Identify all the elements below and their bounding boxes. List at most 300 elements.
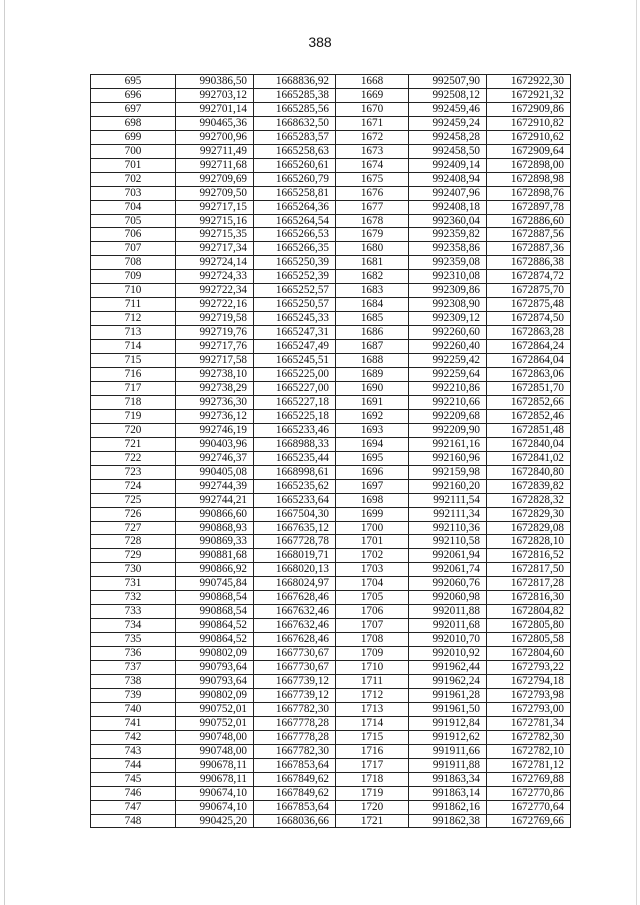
point-number-left: 706 bbox=[91, 228, 176, 242]
x-coordinate-right: 992360,04 bbox=[409, 214, 487, 228]
x-coordinate-right: 992359,08 bbox=[409, 256, 487, 270]
point-number-left: 705 bbox=[91, 214, 176, 228]
table-row bbox=[91, 633, 571, 647]
y-coordinate-right: 1672840,04 bbox=[487, 437, 571, 451]
point-number-left: 733 bbox=[91, 605, 176, 619]
y-coordinate-left: 1665266,53 bbox=[254, 228, 336, 242]
point-number-left: 746 bbox=[91, 786, 176, 800]
x-coordinate-left: 990866,60 bbox=[176, 507, 254, 521]
y-coordinate-left: 1665260,79 bbox=[254, 172, 336, 186]
y-coordinate-right: 1672841,02 bbox=[487, 451, 571, 465]
y-coordinate-left: 1667728,78 bbox=[254, 535, 336, 549]
y-coordinate-left: 1665283,57 bbox=[254, 130, 336, 144]
x-coordinate-left: 990403,96 bbox=[176, 437, 254, 451]
table-row bbox=[91, 647, 571, 661]
x-coordinate-right: 991912,84 bbox=[409, 716, 487, 730]
y-coordinate-left: 1668024,97 bbox=[254, 577, 336, 591]
y-coordinate-left: 1667730,67 bbox=[254, 647, 336, 661]
point-number-left: 698 bbox=[91, 116, 176, 130]
y-coordinate-left: 1665233,46 bbox=[254, 423, 336, 437]
y-coordinate-right: 1672781,12 bbox=[487, 758, 571, 772]
y-coordinate-right: 1672852,66 bbox=[487, 395, 571, 409]
x-coordinate-left: 990793,64 bbox=[176, 674, 254, 688]
table-row bbox=[91, 75, 571, 89]
x-coordinate-left: 992722,34 bbox=[176, 284, 254, 298]
x-coordinate-right: 992408,94 bbox=[409, 172, 487, 186]
y-coordinate-left: 1667632,46 bbox=[254, 605, 336, 619]
y-coordinate-left: 1665250,39 bbox=[254, 256, 336, 270]
point-number-left: 703 bbox=[91, 186, 176, 200]
point-number-right: 1670 bbox=[336, 102, 409, 116]
y-coordinate-right: 1672909,64 bbox=[487, 144, 571, 158]
x-coordinate-right: 992359,82 bbox=[409, 228, 487, 242]
x-coordinate-left: 992700,96 bbox=[176, 130, 254, 144]
x-coordinate-left: 992724,14 bbox=[176, 256, 254, 270]
y-coordinate-right: 1672887,56 bbox=[487, 228, 571, 242]
y-coordinate-right: 1672794,18 bbox=[487, 674, 571, 688]
point-number-left: 728 bbox=[91, 535, 176, 549]
table-row bbox=[91, 493, 571, 507]
point-number-left: 723 bbox=[91, 465, 176, 479]
point-number-left: 742 bbox=[91, 730, 176, 744]
table-row bbox=[91, 158, 571, 172]
point-number-right: 1686 bbox=[336, 326, 409, 340]
y-coordinate-right: 1672852,46 bbox=[487, 409, 571, 423]
point-number-left: 736 bbox=[91, 647, 176, 661]
point-number-left: 726 bbox=[91, 507, 176, 521]
point-number-right: 1699 bbox=[336, 507, 409, 521]
table-row bbox=[91, 88, 571, 102]
point-number-right: 1712 bbox=[336, 688, 409, 702]
y-coordinate-right: 1672805,58 bbox=[487, 633, 571, 647]
y-coordinate-left: 1668836,92 bbox=[254, 75, 336, 89]
point-number-right: 1668 bbox=[336, 75, 409, 89]
x-coordinate-right: 992060,76 bbox=[409, 577, 487, 591]
x-coordinate-right: 992407,96 bbox=[409, 186, 487, 200]
x-coordinate-left: 990405,08 bbox=[176, 465, 254, 479]
point-number-right: 1698 bbox=[336, 493, 409, 507]
table-row bbox=[91, 605, 571, 619]
y-coordinate-left: 1665285,56 bbox=[254, 102, 336, 116]
y-coordinate-left: 1665245,33 bbox=[254, 312, 336, 326]
point-number-left: 709 bbox=[91, 270, 176, 284]
point-number-right: 1680 bbox=[336, 242, 409, 256]
point-number-left: 744 bbox=[91, 758, 176, 772]
point-number-left: 702 bbox=[91, 172, 176, 186]
x-coordinate-left: 990864,52 bbox=[176, 633, 254, 647]
point-number-right: 1688 bbox=[336, 354, 409, 368]
x-coordinate-right: 992409,14 bbox=[409, 158, 487, 172]
x-coordinate-left: 992703,12 bbox=[176, 88, 254, 102]
y-coordinate-right: 1672829,30 bbox=[487, 507, 571, 521]
point-number-left: 734 bbox=[91, 619, 176, 633]
x-coordinate-right: 992458,28 bbox=[409, 130, 487, 144]
table-row bbox=[91, 716, 571, 730]
table-row bbox=[91, 577, 571, 591]
x-coordinate-left: 990674,10 bbox=[176, 800, 254, 814]
y-coordinate-left: 1668988,33 bbox=[254, 437, 336, 451]
x-coordinate-left: 992738,29 bbox=[176, 381, 254, 395]
y-coordinate-left: 1665264,36 bbox=[254, 200, 336, 214]
y-coordinate-right: 1672874,72 bbox=[487, 270, 571, 284]
table-row bbox=[91, 479, 571, 493]
point-number-right: 1710 bbox=[336, 661, 409, 675]
scan-edge-right bbox=[636, 0, 637, 905]
y-coordinate-left: 1665235,62 bbox=[254, 479, 336, 493]
y-coordinate-left: 1665245,51 bbox=[254, 354, 336, 368]
point-number-right: 1685 bbox=[336, 312, 409, 326]
x-coordinate-left: 992722,16 bbox=[176, 298, 254, 312]
x-coordinate-left: 992719,58 bbox=[176, 312, 254, 326]
y-coordinate-right: 1672840,80 bbox=[487, 465, 571, 479]
table-row bbox=[91, 591, 571, 605]
y-coordinate-left: 1667632,46 bbox=[254, 619, 336, 633]
y-coordinate-left: 1668019,71 bbox=[254, 549, 336, 563]
x-coordinate-left: 992715,16 bbox=[176, 214, 254, 228]
x-coordinate-right: 991863,34 bbox=[409, 772, 487, 786]
table-row bbox=[91, 256, 571, 270]
table-row bbox=[91, 312, 571, 326]
point-number-right: 1690 bbox=[336, 381, 409, 395]
x-coordinate-right: 992110,58 bbox=[409, 535, 487, 549]
x-coordinate-left: 990678,11 bbox=[176, 758, 254, 772]
point-number-left: 735 bbox=[91, 633, 176, 647]
y-coordinate-left: 1668020,13 bbox=[254, 563, 336, 577]
y-coordinate-left: 1665227,00 bbox=[254, 381, 336, 395]
x-coordinate-right: 991961,28 bbox=[409, 688, 487, 702]
x-coordinate-right: 992459,24 bbox=[409, 116, 487, 130]
y-coordinate-right: 1672781,34 bbox=[487, 716, 571, 730]
y-coordinate-right: 1672851,70 bbox=[487, 381, 571, 395]
y-coordinate-left: 1667849,62 bbox=[254, 786, 336, 800]
point-number-left: 743 bbox=[91, 744, 176, 758]
y-coordinate-left: 1665252,39 bbox=[254, 270, 336, 284]
y-coordinate-right: 1672782,30 bbox=[487, 730, 571, 744]
x-coordinate-right: 992010,92 bbox=[409, 647, 487, 661]
x-coordinate-left: 990748,00 bbox=[176, 744, 254, 758]
y-coordinate-left: 1667504,30 bbox=[254, 507, 336, 521]
table-row bbox=[91, 228, 571, 242]
table-row bbox=[91, 354, 571, 368]
point-number-right: 1682 bbox=[336, 270, 409, 284]
y-coordinate-right: 1672910,62 bbox=[487, 130, 571, 144]
x-coordinate-left: 990881,68 bbox=[176, 549, 254, 563]
y-coordinate-right: 1672863,06 bbox=[487, 368, 571, 382]
x-coordinate-left: 990868,54 bbox=[176, 605, 254, 619]
x-coordinate-left: 992709,50 bbox=[176, 186, 254, 200]
x-coordinate-left: 992709,69 bbox=[176, 172, 254, 186]
point-number-right: 1705 bbox=[336, 591, 409, 605]
y-coordinate-right: 1672804,82 bbox=[487, 605, 571, 619]
x-coordinate-right: 991961,50 bbox=[409, 702, 487, 716]
point-number-right: 1689 bbox=[336, 368, 409, 382]
y-coordinate-left: 1667849,62 bbox=[254, 772, 336, 786]
point-number-right: 1702 bbox=[336, 549, 409, 563]
point-number-right: 1703 bbox=[336, 563, 409, 577]
y-coordinate-left: 1665258,81 bbox=[254, 186, 336, 200]
x-coordinate-right: 992210,86 bbox=[409, 381, 487, 395]
x-coordinate-right: 992160,20 bbox=[409, 479, 487, 493]
table-row bbox=[91, 130, 571, 144]
table-row bbox=[91, 395, 571, 409]
point-number-left: 737 bbox=[91, 661, 176, 675]
table-row bbox=[91, 270, 571, 284]
x-coordinate-right: 992060,98 bbox=[409, 591, 487, 605]
x-coordinate-left: 990745,84 bbox=[176, 577, 254, 591]
point-number-right: 1681 bbox=[336, 256, 409, 270]
x-coordinate-right: 991962,44 bbox=[409, 661, 487, 675]
y-coordinate-right: 1672793,00 bbox=[487, 702, 571, 716]
y-coordinate-right: 1672863,28 bbox=[487, 326, 571, 340]
point-number-left: 696 bbox=[91, 88, 176, 102]
point-number-right: 1700 bbox=[336, 521, 409, 535]
y-coordinate-right: 1672910,82 bbox=[487, 116, 571, 130]
table-row bbox=[91, 242, 571, 256]
coordinates-table-body bbox=[91, 75, 571, 828]
y-coordinate-right: 1672769,88 bbox=[487, 772, 571, 786]
point-number-left: 713 bbox=[91, 326, 176, 340]
table-row bbox=[91, 284, 571, 298]
y-coordinate-left: 1667635,12 bbox=[254, 521, 336, 535]
point-number-right: 1701 bbox=[336, 535, 409, 549]
point-number-right: 1697 bbox=[336, 479, 409, 493]
point-number-right: 1692 bbox=[336, 409, 409, 423]
y-coordinate-right: 1672875,70 bbox=[487, 284, 571, 298]
point-number-right: 1719 bbox=[336, 786, 409, 800]
x-coordinate-right: 992309,86 bbox=[409, 284, 487, 298]
x-coordinate-right: 992310,08 bbox=[409, 270, 487, 284]
table-row bbox=[91, 409, 571, 423]
x-coordinate-left: 990386,50 bbox=[176, 75, 254, 89]
y-coordinate-left: 1668632,50 bbox=[254, 116, 336, 130]
table-row bbox=[91, 744, 571, 758]
y-coordinate-left: 1665264,54 bbox=[254, 214, 336, 228]
x-coordinate-right: 992061,94 bbox=[409, 549, 487, 563]
y-coordinate-right: 1672816,30 bbox=[487, 591, 571, 605]
y-coordinate-right: 1672898,00 bbox=[487, 158, 571, 172]
y-coordinate-right: 1672909,86 bbox=[487, 102, 571, 116]
table-row bbox=[91, 786, 571, 800]
x-coordinate-left: 990425,20 bbox=[176, 814, 254, 828]
table-row bbox=[91, 102, 571, 116]
table-row bbox=[91, 214, 571, 228]
table-row bbox=[91, 116, 571, 130]
point-number-right: 1679 bbox=[336, 228, 409, 242]
x-coordinate-right: 992210,66 bbox=[409, 395, 487, 409]
point-number-left: 707 bbox=[91, 242, 176, 256]
x-coordinate-left: 990868,93 bbox=[176, 521, 254, 535]
point-number-left: 711 bbox=[91, 298, 176, 312]
point-number-left: 716 bbox=[91, 368, 176, 382]
point-number-left: 747 bbox=[91, 800, 176, 814]
x-coordinate-right: 992459,46 bbox=[409, 102, 487, 116]
x-coordinate-left: 990866,92 bbox=[176, 563, 254, 577]
y-coordinate-right: 1672864,24 bbox=[487, 340, 571, 354]
table-row bbox=[91, 326, 571, 340]
x-coordinate-left: 992711,49 bbox=[176, 144, 254, 158]
point-number-left: 724 bbox=[91, 479, 176, 493]
table-row bbox=[91, 186, 571, 200]
y-coordinate-right: 1672817,28 bbox=[487, 577, 571, 591]
point-number-right: 1676 bbox=[336, 186, 409, 200]
y-coordinate-left: 1667628,46 bbox=[254, 633, 336, 647]
point-number-right: 1674 bbox=[336, 158, 409, 172]
x-coordinate-left: 992717,15 bbox=[176, 200, 254, 214]
point-number-left: 729 bbox=[91, 549, 176, 563]
y-coordinate-right: 1672864,04 bbox=[487, 354, 571, 368]
table-row bbox=[91, 465, 571, 479]
x-coordinate-left: 990674,10 bbox=[176, 786, 254, 800]
y-coordinate-left: 1667778,28 bbox=[254, 730, 336, 744]
y-coordinate-right: 1672793,98 bbox=[487, 688, 571, 702]
y-coordinate-left: 1665260,61 bbox=[254, 158, 336, 172]
y-coordinate-right: 1672922,30 bbox=[487, 75, 571, 89]
x-coordinate-right: 992061,74 bbox=[409, 563, 487, 577]
y-coordinate-left: 1665285,38 bbox=[254, 88, 336, 102]
point-number-right: 1714 bbox=[336, 716, 409, 730]
table-row bbox=[91, 549, 571, 563]
x-coordinate-left: 990465,36 bbox=[176, 116, 254, 130]
x-coordinate-right: 992260,40 bbox=[409, 340, 487, 354]
x-coordinate-left: 992717,76 bbox=[176, 340, 254, 354]
point-number-left: 712 bbox=[91, 312, 176, 326]
point-number-left: 738 bbox=[91, 674, 176, 688]
x-coordinate-left: 992724,33 bbox=[176, 270, 254, 284]
table-row bbox=[91, 144, 571, 158]
x-coordinate-right: 992507,90 bbox=[409, 75, 487, 89]
y-coordinate-right: 1672839,82 bbox=[487, 479, 571, 493]
y-coordinate-left: 1665235,44 bbox=[254, 451, 336, 465]
table-row bbox=[91, 200, 571, 214]
x-coordinate-left: 990869,33 bbox=[176, 535, 254, 549]
x-coordinate-right: 991863,14 bbox=[409, 786, 487, 800]
x-coordinate-right: 992161,16 bbox=[409, 437, 487, 451]
x-coordinate-right: 991911,66 bbox=[409, 744, 487, 758]
y-coordinate-right: 1672805,80 bbox=[487, 619, 571, 633]
x-coordinate-right: 992111,54 bbox=[409, 493, 487, 507]
point-number-right: 1716 bbox=[336, 744, 409, 758]
x-coordinate-right: 992508,12 bbox=[409, 88, 487, 102]
x-coordinate-right: 992011,88 bbox=[409, 605, 487, 619]
point-number-right: 1696 bbox=[336, 465, 409, 479]
point-number-right: 1672 bbox=[336, 130, 409, 144]
point-number-left: 715 bbox=[91, 354, 176, 368]
y-coordinate-right: 1672816,52 bbox=[487, 549, 571, 563]
y-coordinate-left: 1667739,12 bbox=[254, 688, 336, 702]
table-row bbox=[91, 340, 571, 354]
point-number-right: 1721 bbox=[336, 814, 409, 828]
point-number-right: 1675 bbox=[336, 172, 409, 186]
point-number-left: 717 bbox=[91, 381, 176, 395]
y-coordinate-left: 1667778,28 bbox=[254, 716, 336, 730]
point-number-left: 739 bbox=[91, 688, 176, 702]
point-number-right: 1704 bbox=[336, 577, 409, 591]
point-number-right: 1691 bbox=[336, 395, 409, 409]
x-coordinate-left: 990793,64 bbox=[176, 661, 254, 675]
point-number-left: 697 bbox=[91, 102, 176, 116]
x-coordinate-right: 992110,36 bbox=[409, 521, 487, 535]
y-coordinate-left: 1665227,18 bbox=[254, 395, 336, 409]
point-number-left: 727 bbox=[91, 521, 176, 535]
x-coordinate-right: 991862,38 bbox=[409, 814, 487, 828]
y-coordinate-right: 1672851,48 bbox=[487, 423, 571, 437]
y-coordinate-right: 1672793,22 bbox=[487, 661, 571, 675]
point-number-right: 1671 bbox=[336, 116, 409, 130]
x-coordinate-left: 992736,30 bbox=[176, 395, 254, 409]
x-coordinate-left: 990802,09 bbox=[176, 688, 254, 702]
x-coordinate-right: 992358,86 bbox=[409, 242, 487, 256]
point-number-left: 710 bbox=[91, 284, 176, 298]
y-coordinate-left: 1667730,67 bbox=[254, 661, 336, 675]
y-coordinate-right: 1672782,10 bbox=[487, 744, 571, 758]
table-row bbox=[91, 814, 571, 828]
point-number-left: 701 bbox=[91, 158, 176, 172]
table-row bbox=[91, 730, 571, 744]
point-number-left: 740 bbox=[91, 702, 176, 716]
point-number-right: 1677 bbox=[336, 200, 409, 214]
point-number-right: 1695 bbox=[336, 451, 409, 465]
table-row bbox=[91, 661, 571, 675]
table-row bbox=[91, 423, 571, 437]
y-coordinate-right: 1672874,50 bbox=[487, 312, 571, 326]
table-row bbox=[91, 451, 571, 465]
x-coordinate-left: 990678,11 bbox=[176, 772, 254, 786]
point-number-left: 700 bbox=[91, 144, 176, 158]
y-coordinate-left: 1665250,57 bbox=[254, 298, 336, 312]
point-number-right: 1706 bbox=[336, 605, 409, 619]
point-number-right: 1683 bbox=[336, 284, 409, 298]
x-coordinate-right: 991911,88 bbox=[409, 758, 487, 772]
scan-edge-left bbox=[4, 0, 5, 905]
table-row bbox=[91, 535, 571, 549]
table-row bbox=[91, 381, 571, 395]
point-number-right: 1694 bbox=[336, 437, 409, 451]
y-coordinate-right: 1672829,08 bbox=[487, 521, 571, 535]
y-coordinate-left: 1667853,64 bbox=[254, 758, 336, 772]
y-coordinate-right: 1672769,66 bbox=[487, 814, 571, 828]
y-coordinate-right: 1672886,38 bbox=[487, 256, 571, 270]
y-coordinate-right: 1672898,76 bbox=[487, 186, 571, 200]
point-number-left: 721 bbox=[91, 437, 176, 451]
x-coordinate-left: 992711,68 bbox=[176, 158, 254, 172]
point-number-left: 741 bbox=[91, 716, 176, 730]
point-number-left: 699 bbox=[91, 130, 176, 144]
point-number-right: 1709 bbox=[336, 647, 409, 661]
x-coordinate-right: 992458,50 bbox=[409, 144, 487, 158]
x-coordinate-left: 992744,21 bbox=[176, 493, 254, 507]
x-coordinate-right: 992209,90 bbox=[409, 423, 487, 437]
point-number-left: 714 bbox=[91, 340, 176, 354]
y-coordinate-left: 1665247,31 bbox=[254, 326, 336, 340]
y-coordinate-left: 1668036,66 bbox=[254, 814, 336, 828]
y-coordinate-left: 1667628,46 bbox=[254, 591, 336, 605]
table-row bbox=[91, 563, 571, 577]
x-coordinate-right: 992259,64 bbox=[409, 368, 487, 382]
x-coordinate-left: 990864,52 bbox=[176, 619, 254, 633]
point-number-right: 1684 bbox=[336, 298, 409, 312]
table-row bbox=[91, 800, 571, 814]
y-coordinate-right: 1672897,78 bbox=[487, 200, 571, 214]
point-number-right: 1678 bbox=[336, 214, 409, 228]
table-row bbox=[91, 521, 571, 535]
y-coordinate-right: 1672887,36 bbox=[487, 242, 571, 256]
table-row bbox=[91, 298, 571, 312]
y-coordinate-left: 1665266,35 bbox=[254, 242, 336, 256]
x-coordinate-right: 992111,34 bbox=[409, 507, 487, 521]
point-number-left: 725 bbox=[91, 493, 176, 507]
x-coordinate-right: 992259,42 bbox=[409, 354, 487, 368]
table-row bbox=[91, 172, 571, 186]
